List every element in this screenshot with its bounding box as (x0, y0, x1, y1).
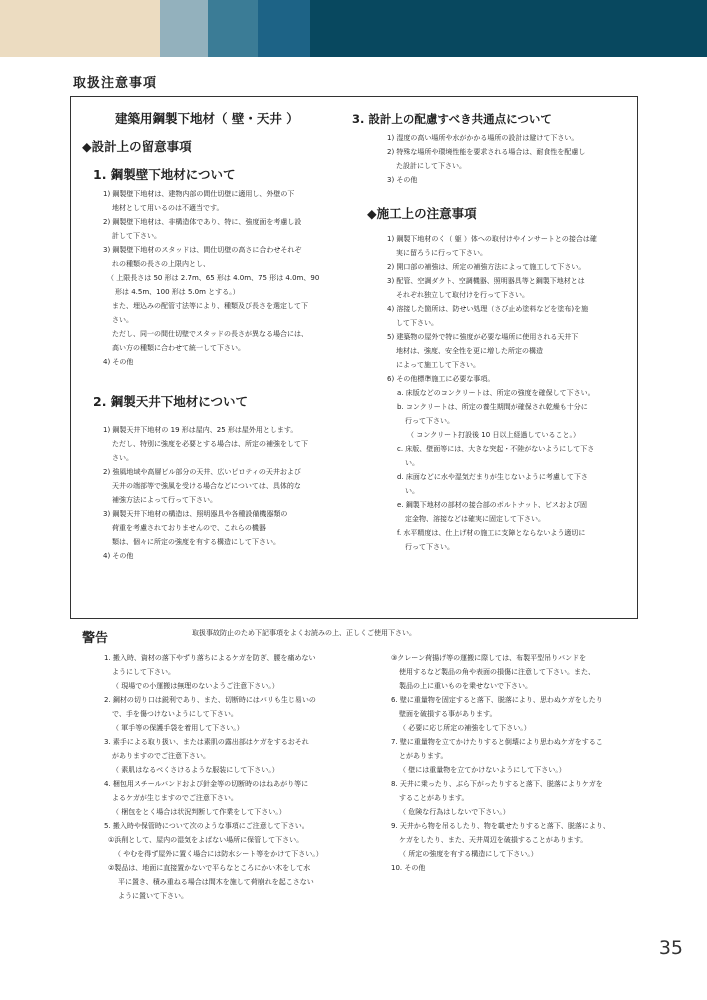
list-item: で、手を傷つけないようにして下さい。 (112, 710, 238, 718)
list-item: ように置いて下さい。 (118, 892, 188, 900)
design-notes-heading: ◆設計上の留意事項 (82, 139, 192, 154)
list-item: 2) 鋼製壁下地材は、非構造体であり、特に、強度面を考慮し設 (103, 218, 302, 226)
list-item: 3) 鋼製壁下地材のスタッドは、間仕切壁の高さに合わせそれぞ (103, 246, 302, 254)
list-item: さい。 (112, 454, 133, 462)
wall-items-list (103, 187, 319, 369)
list-item: がありますのでご注意下さい。 (112, 752, 210, 760)
list-item: ③クレーン荷揚げ等の運搬に際しては、布製平型吊りバンドを (391, 654, 587, 662)
list-item: 補強方法によって行って下さい。 (112, 496, 217, 504)
list-item: 2) 特殊な場所や環境性能を要求される場合は、耐食性を配慮し (387, 148, 586, 156)
list-item: よるケガが生じますのでご注意下さい。 (112, 794, 238, 802)
list-item: 10. その他 (391, 864, 426, 872)
list-item: 平に置き、積み重ねる場合は間木を施して荷崩れを起こさない (118, 878, 314, 886)
list-item: して下さい。 (396, 319, 438, 327)
list-item: 1) 鋼製下地材のく（ 躯 ）体への取付けやインサートとの接合は確 (387, 235, 597, 243)
list-item: 製品の上に重いものを乗せないで下さい。 (399, 682, 532, 690)
list-item: ただし、特別に強度を必要とする場合は、所定の補強をして下 (112, 440, 308, 448)
list-item: c. 床版、壁面等には、大きな突起・不陸がないようにして下さ (397, 445, 595, 453)
list-item: 天井の端部等で強風を受ける場合などについては、具体的な (112, 482, 301, 490)
list-item: 1. 搬入時、資材の落下やずり落ちによるケガを防ぎ、腰を痛めない (104, 654, 316, 662)
list-item: 1) 鋼製壁下地材は、建物内部の間仕切壁に適用し、外壁の下 (103, 190, 295, 198)
list-item: 4. 梱包用スチールバンドおよび針金等の切断時のはねあがり等に (104, 780, 309, 788)
list-item: 実に留ろうに行って下さい。 (396, 249, 487, 257)
construction-notes-heading: ◆施工上の注意事項 (367, 206, 477, 221)
list-item: ケガをしたり、また、天井周辺を破損することがあります。 (399, 836, 588, 844)
list-item: 荷重を考慮されておりませんので、これらの機器 (112, 524, 266, 532)
list-item: さい。 (112, 316, 133, 324)
list-item: 3. 素手による取り扱い、または素肌の露出部はケガをするおそれ (104, 738, 309, 746)
list-item: 3) 鋼製天井下地材の構造は、照明器具や各種設備機器類の (103, 510, 288, 518)
list-item: 行って下さい。 (405, 543, 454, 551)
list-item: 8. 天井に乗ったり、ぶら下がったりすると落下、脱落によりケガを (391, 780, 603, 788)
list-item: （ 必要に応じ所定の補強をして下さい。） (399, 724, 531, 732)
wall-section-title: 1. 鋼製壁下地材について (93, 167, 236, 182)
common-items-list (387, 131, 585, 187)
list-item: それぞれ独立して取付けを行って下さい。 (396, 291, 529, 299)
list-item: 5) 建築物の屋外で特に強度が必要な場所に使用される天井下 (387, 333, 579, 341)
list-item: （ 軍手等の保護手袋を着用して下さい。） (112, 724, 244, 732)
list-item: 地材として用いるのは不適当です。 (112, 204, 224, 212)
list-item: また、埋込みの配管寸法等により、種類及び長さを選定して下 (112, 302, 308, 310)
list-item: ②製品は、地面に直接置かないで平らなところにかい木をして水 (108, 864, 311, 872)
list-item: （ やむを得ず屋外に置く場合には防水シート等をかけて下さい。） (114, 850, 323, 858)
header-band-3 (208, 0, 258, 57)
common-section-title: 3. 設計上の配慮すべき共通点について (352, 112, 552, 126)
list-item: （ 現場での小運搬は無理のないようご注意下さい。） (112, 682, 279, 690)
list-item: 定金物、溶接などは確実に固定して下さい。 (405, 515, 545, 523)
list-item: とがあります。 (399, 752, 448, 760)
list-item: 類は、個々に所定の強度を有する構造にして下さい。 (112, 538, 280, 546)
list-item: 地材は、強度、安全性を更に増した所定の構造 (396, 347, 543, 355)
warning-left-list (104, 651, 323, 903)
list-item: ただし、同一の間仕切壁でスタッドの長さが異なる場合には、 (112, 330, 308, 338)
header-band-1 (0, 0, 160, 57)
warning-title: 警告 (82, 631, 109, 646)
list-item: 6) その他標準施工に必要な事項。 (387, 375, 495, 383)
list-item: れの種類の長さの上限内とし、 (112, 260, 210, 268)
list-item: 2) 開口部の補強は、所定の補強方法によって施工して下さい。 (387, 263, 586, 271)
warning-intro: 取扱事故防止のため下記事項をよくお読みの上、正しくご使用下さい。 (192, 629, 416, 637)
list-item: （ 梱包をとく場合は状況判断して作業をして下さい。） (112, 808, 286, 816)
list-item: 3) その他 (387, 176, 418, 184)
list-item: b. コンクリートは、所定の養生期間が確保され乾燥も十分に (397, 403, 588, 411)
list-item: 1) 鋼製天井下地材の 19 形は屋内、25 形は屋外用とします。 (103, 426, 298, 434)
list-item: e. 鋼製下地材の部材の接合部のボルトナット、ビスおよび固 (397, 501, 587, 509)
list-item: 壁面を破損する事があります。 (399, 710, 497, 718)
list-item: （ 壁には重量物を立てかけないようにして下さい。） (399, 766, 566, 774)
header-band-4 (258, 0, 310, 57)
list-item: ようにして下さい。 (112, 668, 175, 676)
list-item: 7. 壁に重量物を立てかけたりすると倒壊により思わぬケガをするこ (391, 738, 603, 746)
list-item: 高い方の種類に合わせて統一して下さい。 (112, 344, 245, 352)
list-item: い。 (405, 459, 419, 467)
list-item: 4) その他 (103, 552, 134, 560)
list-item: によって施工して下さい。 (396, 361, 480, 369)
list-item: （ コンクリート打設後 10 日以上経過していること。） (407, 431, 580, 439)
construction-items-list (387, 232, 597, 554)
list-item: 5. 搬入時や保管時について次のような事項にご注意して下さい。 (104, 822, 309, 830)
list-item: 使用するなど製品の角や表面の損傷に注意して下さい。また、 (399, 668, 595, 676)
ceiling-section-title: 2. 鋼製天井下地材について (93, 394, 249, 409)
list-item: 計して下さい。 (112, 232, 161, 240)
page-number: 35 (658, 937, 683, 959)
list-item: f. 水平精度は、仕上げ材の施工に支障とならないよう適切に (397, 529, 586, 537)
list-item: （ 素肌はなるべくさけるような服装にして下さい。） (112, 766, 279, 774)
list-item: た設計にして下さい。 (396, 162, 466, 170)
list-item: 6. 壁に重量物を固定すると落下、脱落により、思わぬケガをしたり (391, 696, 603, 704)
ceiling-items-list (103, 423, 308, 563)
list-item: d. 床面などに水や湿気だまりが生じないように考慮して下さ (397, 473, 588, 481)
list-item: 2. 鋼材の切り口は鋭利であり、また、切断時にはバリも生じ易いの (104, 696, 316, 704)
list-item: 行って下さい。 (405, 417, 454, 425)
list-item: い。 (405, 487, 419, 495)
list-item: （ 所定の強度を有する構造にして下さい。） (399, 850, 538, 858)
page-heading: 取扱注意事項 (73, 76, 158, 91)
warning-right-list (391, 651, 610, 875)
list-item: 4) その他 (103, 358, 134, 366)
list-item: a. 床版などのコンクリートは、所定の強度を確保して下さい。 (397, 389, 595, 397)
list-item: （ 上限長さは 50 形は 2.7m、65 形は 4.0m、75 形は 4.0m、90 (107, 274, 320, 282)
list-item: 形は 4.5m、100 形は 5.0m とする。） (115, 288, 240, 296)
header-band-2 (160, 0, 208, 57)
list-item: 4) 溶接した箇所は、防せい処理（さび止め塗料などを塗布)を施 (387, 305, 589, 313)
product-title: 建築用鋼製下地材（ 壁・天井 ） (115, 111, 299, 126)
list-item: 9. 天井から物を吊るしたり、物を載せたりすると落下、脱落により、 (391, 822, 610, 830)
list-item: ①浜削として、屋内の湿気をよばない場所に保管して下さい。 (108, 836, 304, 844)
header-band-5 (310, 0, 707, 57)
list-item: 1) 湿度の高い場所や水がかかる場所の設計は避けて下さい。 (387, 134, 579, 142)
list-item: することがあります。 (399, 794, 469, 802)
list-item: 3) 配管、空調ダクト、空調機器、照明器具等と鋼製下地材とは (387, 277, 585, 285)
list-item: 2) 強風地域や高層ビル部分の天井、広いピロティの天井および (103, 468, 301, 476)
list-item: （ 危険な行為はしないで下さい。） (399, 808, 510, 816)
